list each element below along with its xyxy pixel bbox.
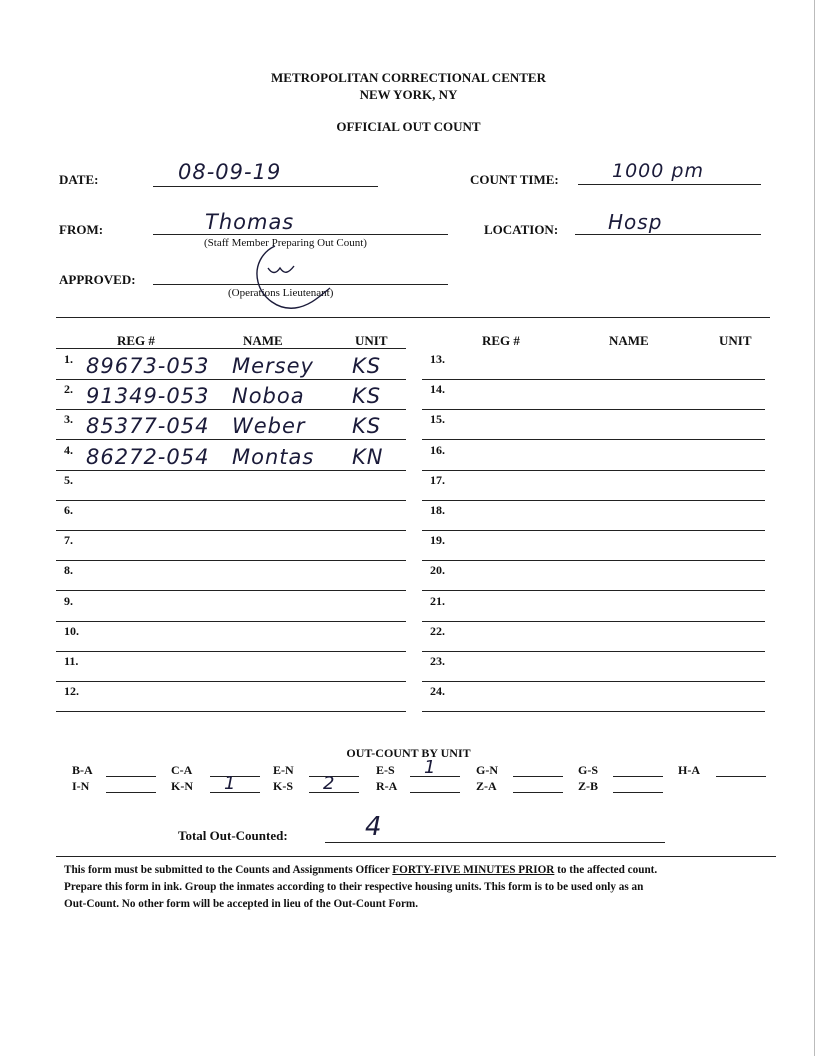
row-line [422,681,765,682]
unit-label: K-S [273,779,294,793]
reg-cell[interactable]: 89673-053 [86,354,210,378]
outcount-title: OUT-COUNT BY UNIT [346,746,471,760]
count-time-value[interactable]: 1000 pm [612,160,704,182]
row-line [422,560,765,561]
row-line [56,560,406,561]
unit-count-line [613,792,663,793]
unit-count-line [410,776,460,777]
left-reg-header: REG # [117,333,155,348]
row-line [422,500,765,501]
row-number: 22. [430,624,445,638]
unit-count-value[interactable]: 2 [323,773,336,794]
row-number: 3. [64,412,73,426]
location-line [575,234,761,235]
unit-label: R-A [376,779,398,793]
row-line [56,621,406,622]
approved-label: APPROVED: [59,272,136,287]
institution-name: METROPOLITAN CORRECTIONAL CENTER [271,70,546,85]
unit-cell[interactable]: KS [352,354,382,378]
right-reg-header: REG # [482,333,520,348]
from-line [153,234,448,235]
total-line [325,842,665,843]
row-number: 15. [430,412,445,426]
right-name-header: NAME [609,333,649,348]
count-time-label: COUNT TIME: [470,172,559,187]
row-line [422,590,765,591]
row-number: 6. [64,503,73,517]
reg-cell[interactable]: 86272-054 [86,445,210,469]
total-label: Total Out-Counted: [178,828,288,843]
total-value[interactable]: 4 [365,812,383,842]
row-line [56,500,406,501]
row-number: 24. [430,684,445,698]
unit-label: Z-B [578,779,599,793]
unit-label: E-N [273,763,294,777]
approved-caption: (Operations Lieutenant) [228,287,334,299]
reg-cell[interactable]: 91349-053 [86,384,210,408]
unit-label: H-A [678,763,700,777]
unit-count-value[interactable]: 1 [224,773,237,794]
row-number: 1. [64,352,73,366]
row-number: 23. [430,654,445,668]
unit-label: C-A [171,763,193,777]
row-line [422,379,765,380]
left-header-line [56,348,406,349]
row-line [56,711,406,712]
unit-count-line [513,776,563,777]
unit-count-value[interactable]: 1 [424,757,437,778]
row-number: 17. [430,473,445,487]
unit-count-line [210,792,260,793]
row-number: 16. [430,443,445,457]
unit-cell[interactable]: KS [352,414,382,438]
row-number: 18. [430,503,445,517]
row-number: 9. [64,594,73,608]
footer-emphasis: FORTY-FIVE MINUTES PRIOR [392,864,555,876]
row-line [56,681,406,682]
institution-city: NEW YORK, NY [359,87,458,102]
row-line [422,439,765,440]
row-line [56,439,406,440]
approval-signature [240,238,350,318]
from-caption: (Staff Member Preparing Out Count) [204,237,367,249]
row-line [56,470,406,471]
row-number: 13. [430,352,445,366]
row-line [56,379,406,380]
row-number: 11. [64,654,79,668]
row-line [422,621,765,622]
row-number: 19. [430,533,445,547]
row-number: 20. [430,563,445,577]
left-name-header: NAME [243,333,283,348]
row-number: 2. [64,382,73,396]
row-number: 14. [430,382,445,396]
date-label: DATE: [59,172,99,187]
footer-text-4: Out-Count. No other form will be accepted in lieu of the Out-Count Form. [64,898,419,910]
row-line [56,590,406,591]
name-cell[interactable]: Weber [232,414,306,438]
unit-count-line [716,776,766,777]
row-line [56,409,406,410]
row-line [56,530,406,531]
footer-text-2: to the affected count. [557,864,658,876]
row-number: 4. [64,443,73,457]
row-number: 21. [430,594,445,608]
row-number: 12. [64,684,79,698]
row-line [422,651,765,652]
count-time-line [578,184,761,185]
unit-count-line [309,792,359,793]
unit-count-line [410,792,460,793]
row-line [422,470,765,471]
unit-count-line [613,776,663,777]
unit-count-line [106,776,156,777]
unit-count-line [513,792,563,793]
unit-cell[interactable]: KS [352,384,382,408]
unit-label: B-A [72,763,93,777]
section-divider [56,317,770,318]
unit-label: I-N [72,779,90,793]
unit-count-line [106,792,156,793]
location-label: LOCATION: [484,222,559,237]
right-unit-header: UNIT [719,333,752,348]
from-value[interactable]: Thomas [205,210,295,234]
location-value[interactable]: Hosp [608,210,663,234]
left-unit-header: UNIT [355,333,388,348]
row-number: 7. [64,533,73,547]
unit-label: E-S [376,763,395,777]
row-line [422,711,765,712]
unit-cell[interactable]: KN [352,445,384,469]
row-line [422,409,765,410]
reg-cell[interactable]: 85377-054 [86,414,210,438]
footer-instructions [64,862,764,913]
unit-label: G-S [578,763,599,777]
unit-label: K-N [171,779,193,793]
date-line [153,186,378,187]
row-number: 10. [64,624,79,638]
form-title: OFFICIAL OUT COUNT [336,119,481,134]
unit-label: Z-A [476,779,497,793]
footer-divider [56,856,776,857]
from-label: FROM: [59,222,104,237]
row-line [422,530,765,531]
name-cell[interactable]: Montas [232,445,315,469]
row-number: 8. [64,563,73,577]
page-edge [814,0,815,1056]
name-cell[interactable]: Noboa [232,384,305,408]
date-value[interactable]: 08-09-19 [178,160,282,184]
unit-label: G-N [476,763,498,777]
footer-text-1: This form must be submitted to the Counts and Assignments Officer [64,864,390,876]
name-cell[interactable]: Mersey [232,354,314,378]
row-number: 5. [64,473,73,487]
footer-text-3: Prepare this form in ink. Group the inmates according to their respective housing units. This form is to be used only as an [64,881,644,893]
row-line [56,651,406,652]
